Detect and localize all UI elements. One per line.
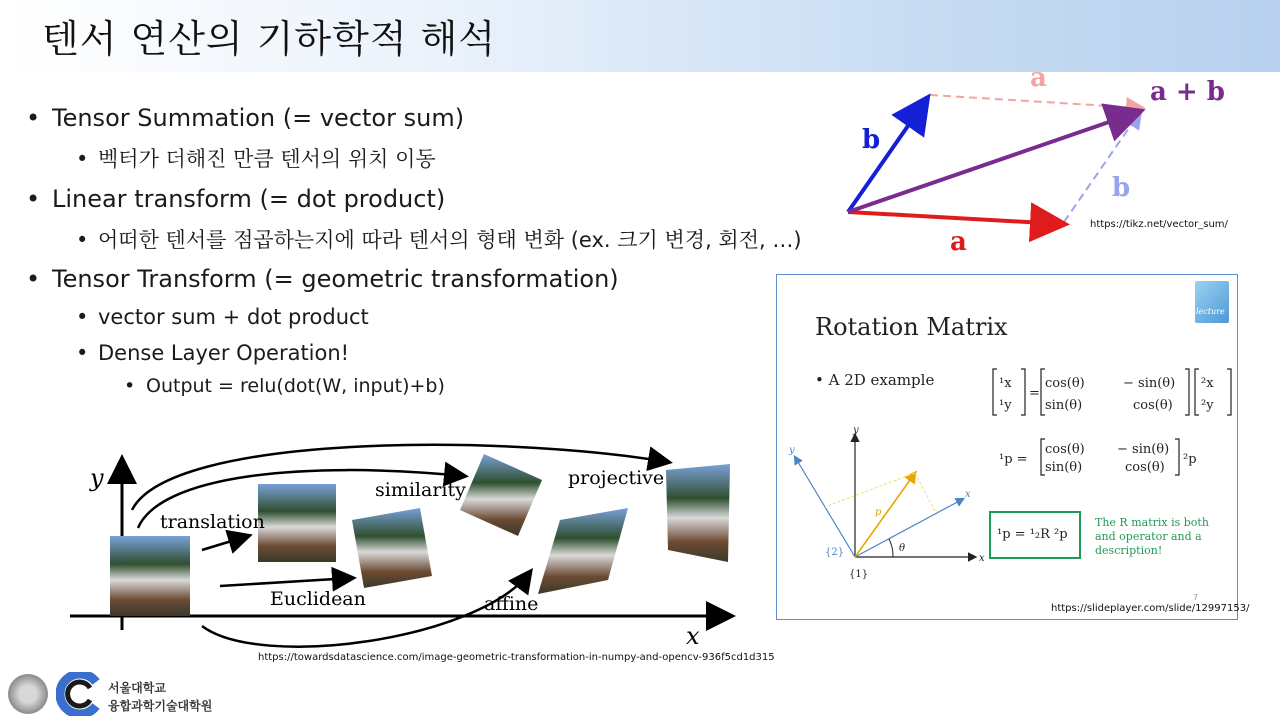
euclidean-image [352,508,432,588]
sub-sub-bullet-output: • Output = relu(dot(W, input)+b) [124,375,445,397]
b-dashed-arrow [1064,112,1140,222]
eq1-equals: = [1029,386,1040,401]
rotation-equation-3-box [989,511,1081,559]
vector-sum-figure [830,60,1270,260]
eq2-m22: cos(θ) [1125,460,1165,475]
rotation-title: Rotation Matrix [815,313,1008,341]
geometric-transform-figure [60,440,750,652]
sum-arrow [848,112,1138,212]
rotation-description: The R matrix is both and operator and a description! [1095,516,1209,557]
translation-arrow [202,536,248,550]
bullet-text: Linear transform (= dot product) [52,185,446,213]
eq2-left: ¹p = [999,452,1028,467]
b-label: b [862,125,881,155]
b-arrow [848,100,926,212]
rotation-matrix-panel [776,274,1250,620]
rotation-source-text: https://slideplayer.com/slide/12997153/ [1051,603,1250,614]
diagram-y-label: y [853,425,859,436]
bullet-text: Dense Layer Operation! [98,341,350,365]
euclidean-label: Euclidean [270,588,366,610]
eq2-m21: sin(θ) [1045,460,1083,475]
eq2-m12: − sin(θ) [1117,442,1170,457]
eq1-m11: cos(θ) [1045,376,1085,391]
bullet-text: 벡터가 더해진 만큼 텐서의 위치 이동 [98,147,436,171]
affine-image [538,508,628,594]
eq1-left-bottom: ¹y [999,398,1012,413]
lecture-logo-text: lecture [1196,307,1225,316]
eq2-m11: cos(θ) [1045,442,1085,457]
footer-school-name: 융합과학기술대학원 [108,699,213,713]
diagram-theta-label: θ [899,543,906,554]
bullet-text: 어떠한 텐서를 점곱하는지에 따라 텐서의 형태 변화 (ex. 크기 변경, 회전, …) [98,228,802,252]
bullet-list [0,0,802,420]
footer-univ-name: 서울대학교 [108,681,166,695]
similarity-label: similarity [375,479,466,501]
bullet-text: vector sum + dot product [98,305,369,329]
x-axis-label: x [686,622,700,650]
affine-label: affine [484,593,539,615]
sub-bullet-linear: • 어떠한 텐서를 점곱하는지에 따라 텐서의 형태 변화 (ex. 크기 변경, 회전, …) [76,228,802,252]
sub-bullet-vector-dot: • vector sum + dot product [76,305,369,329]
translation-label: translation [160,511,265,533]
diagram-frame1-label: {1} [849,569,869,580]
snu-emblem-icon [8,674,48,714]
a-dashed-label: a [1030,63,1047,93]
a-label: a [950,227,967,257]
eq3-text: ¹p = ¹₂R ²p [997,527,1068,542]
rotation-page-number: 7 [1193,593,1199,602]
bullet-text: Tensor Summation (= vector sum) [52,104,465,132]
eq1-m21: sin(θ) [1045,398,1083,413]
geo-source-text: https://towardsdatascience.com/image-geometric-transformation-in-numpy-and-opencv-936f5cd1d315 [258,652,775,663]
a-arrow [848,212,1062,224]
original-image [110,536,190,616]
rotation-diagram [785,423,995,583]
sub-bullet-dense: • Dense Layer Operation! [76,341,350,365]
eq1-left-top: ¹x [999,376,1012,391]
projective-label: projective [568,467,665,489]
a-dashed-arrow [930,95,1142,108]
y-axis-label: y [90,464,104,492]
bullet-linear-transform: • Linear transform (= dot product) [26,185,446,213]
slide-title: 텐서 연산의 기하학적 해석 [42,17,497,61]
bullet-tensor-transform: • Tensor Transform (= geometric transformation) [26,265,619,293]
diagram-x-label: x [979,553,985,564]
rotation-bullet: • A 2D example [815,371,935,389]
translation-image [258,484,336,562]
eq1-right-bottom: ²y [1201,398,1214,413]
projective-image [666,464,730,562]
sum-label: a + b [1150,77,1225,107]
bullet-tensor-summation: • Tensor Summation (= vector sum) [26,104,465,132]
diagram-x2-label: x [965,489,971,500]
bullet-text: Tensor Transform (= geometric transformation) [52,265,619,293]
diagram-p-label: p [875,507,882,518]
vector-source-text: https://tikz.net/vector_sum/ [1090,219,1228,230]
gsst-logo-icon [56,672,100,716]
rotation-equation-2 [999,435,1199,479]
eq2-right: ²p [1183,452,1197,467]
diagram-frame2-label: {2} [825,547,845,558]
b-dashed-label: b [1112,173,1131,203]
similarity-image [460,454,542,536]
diagram-y2-label: y [789,445,795,456]
eq1-m22: cos(θ) [1133,398,1173,413]
bullet-text: Output = relu(dot(W, input)+b) [146,375,445,397]
euclidean-arrow [220,578,352,586]
sub-bullet-summation: • 벡터가 더해진 만큼 텐서의 위치 이동 [76,147,436,171]
eq1-right-top: ²x [1201,376,1214,391]
eq1-m12: − sin(θ) [1123,376,1176,391]
rotation-equation-1 [989,365,1239,419]
lecture-logo [1195,281,1229,323]
